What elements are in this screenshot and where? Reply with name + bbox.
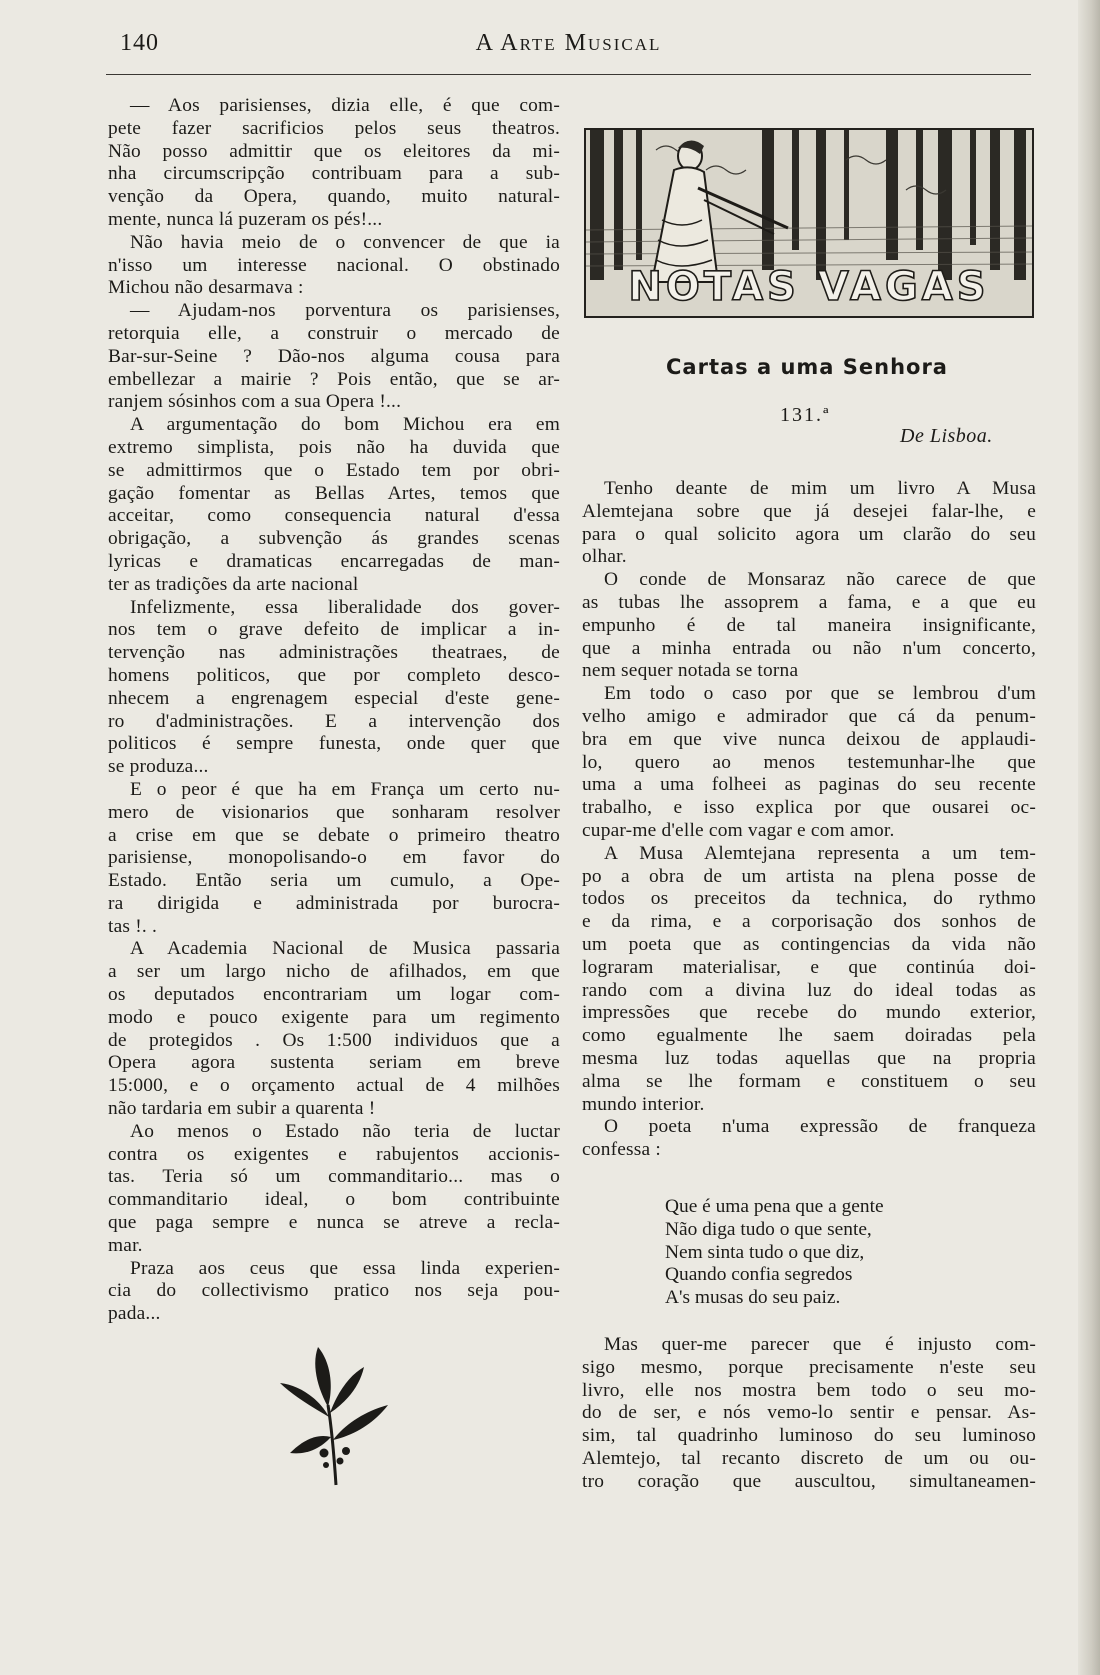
- text-line: lograram materialisar, e que continúa doi-: [582, 956, 1036, 978]
- text-line: politicos é sempre funesta, onde quer que: [108, 733, 560, 755]
- text-line: tas. Teria só um commanditario... mas o: [108, 1166, 560, 1188]
- text-line: e da rima, e a corporisação dos sonhos de: [582, 911, 1036, 933]
- letter-number: 131.ª: [780, 404, 831, 426]
- text-line: nha circumscripção contribuam para a sub-: [108, 163, 560, 185]
- text-line: tervenção nas administrações theatraes, de: [108, 642, 560, 664]
- leafy-sprig-ornament: [276, 1345, 396, 1495]
- text-line: impressões que recebe do mundo exterior,: [582, 1002, 1036, 1024]
- text-line: se produza...: [108, 756, 209, 778]
- text-line: todos os preceitos da technica, do rythmo: [582, 888, 1036, 910]
- page-header: [106, 30, 1031, 64]
- notas-vagas-banner: [584, 128, 1034, 318]
- text-line: Opera agora sustenta seriam em breve: [108, 1052, 560, 1074]
- text-line: os deputados encontrariam um logar com-: [108, 984, 560, 1006]
- text-line: Em todo o caso por que se lembrou d'um: [604, 683, 1036, 705]
- text-line: obrigação, a subvenção ás grandes scenas: [108, 528, 560, 550]
- text-line: O conde de Monsaraz não carece de que: [604, 569, 1036, 591]
- text-line: tas !. .: [108, 915, 157, 937]
- text-line: não tardaria em subir a quarenta !: [108, 1098, 376, 1120]
- page-edge: [1078, 0, 1100, 1675]
- text-line: A Academia Nacional de Musica passaria: [130, 938, 560, 960]
- text-line: sim, tal quadrinho luminoso do seu luminoso: [582, 1425, 1036, 1447]
- right-column-continued: [582, 1334, 1036, 1494]
- text-line: Bar-sur-Seine ? Dão-nos alguma cousa para: [108, 345, 560, 367]
- text-line: bra em que vive nunca deixou de applaudi-: [582, 728, 1036, 750]
- text-line: n'isso um interesse nacional. O obstinado: [108, 254, 560, 276]
- text-line: mar.: [108, 1234, 143, 1256]
- text-line: O poeta n'uma expressão de franqueza: [604, 1116, 1036, 1138]
- right-column: [582, 478, 1036, 1162]
- text-line: sigo mesmo, porque precisamente n'este seu: [582, 1356, 1036, 1378]
- text-line: velho amigo e admirador que cá da penum-: [582, 705, 1036, 727]
- text-line: pada...: [108, 1303, 161, 1325]
- text-line: modo e pouco exigente para um regimento: [108, 1006, 560, 1028]
- verse-line: Que é uma pena que a gente: [665, 1196, 884, 1217]
- text-line: retorquia elle, a construir o mercado de: [108, 322, 560, 344]
- text-line: tro coração que auscultou, simultaneamen-: [582, 1470, 1036, 1492]
- text-line: lo, quero ao menos testemunhar-lhe que: [582, 751, 1036, 773]
- text-line: do de ser, e nós vemo-lo sentir e pensar. As-: [582, 1402, 1036, 1424]
- text-line: po a obra de um artista na plena posse de: [582, 865, 1036, 887]
- text-line: pete fazer sacrificios pelos seus theatros.: [108, 117, 560, 139]
- verse-line: Quando confia segredos: [665, 1264, 853, 1286]
- dateline: De Lisboa.: [900, 425, 993, 447]
- text-line: como egualmente lhe saem doiradas pela: [582, 1025, 1036, 1047]
- text-line: trabalho, e isso explica por que ousarei oc-: [582, 797, 1036, 819]
- text-line: embellezar a mairie ? Pois então, que se ar-: [108, 368, 560, 390]
- text-line: Estado. Então seria um cumulo, a Ope-: [108, 870, 560, 892]
- text-line: olhar.: [582, 546, 627, 568]
- text-line: cupar-me d'elle com vagar e com amor.: [582, 819, 895, 841]
- text-line: a ser um largo nicho de afilhados, em que: [108, 961, 560, 983]
- text-line: A Musa Alemtejana representa a um tem-: [604, 842, 1036, 864]
- text-line: livro, elle nos mostra bem todo o seu mo-: [582, 1379, 1036, 1401]
- text-line: empunho é de tal maneira insignificante,: [582, 614, 1036, 636]
- text-line: Não posso admittir que os eleitores da mi-: [108, 140, 560, 162]
- text-line: a crise em que se debate o primeiro theatro: [108, 824, 560, 846]
- text-line: Mas quer-me parecer que é injusto com-: [604, 1334, 1036, 1355]
- text-line: gação fomentar as Bellas Artes, temos que: [108, 482, 560, 504]
- text-line: um poeta que as contingencias da vida não: [582, 933, 1036, 955]
- verse-line: Não diga tudo o que sente,: [665, 1218, 872, 1240]
- text-line: que paga sempre e nunca se atreve a recla-: [108, 1212, 560, 1234]
- text-line: Praza aos ceus que essa linda experien-: [130, 1257, 560, 1279]
- text-line: Ao menos o Estado não teria de luctar: [130, 1120, 560, 1142]
- text-line: nem sequer notada se torna: [582, 660, 799, 682]
- text-line: Não havia meio de o convencer de que ia: [130, 231, 560, 253]
- text-line: homens politicos, que por completo desco-: [108, 664, 560, 686]
- banner-caption: NOTAS VAGAS: [628, 264, 990, 310]
- text-line: Infelizmente, essa liberalidade dos gover-: [130, 596, 560, 618]
- left-column: [108, 95, 560, 1326]
- text-line: ter as tradições da arte nacional: [108, 573, 359, 595]
- text-line: confessa :: [582, 1139, 661, 1161]
- header-rule: [106, 74, 1031, 75]
- text-line: rando com a divina luz do ideal todas as: [582, 979, 1036, 1001]
- text-line: se admittirmos que o Estado tem por obri-: [108, 459, 560, 481]
- text-line: venção da Opera, quando, muito natural-: [108, 186, 560, 208]
- text-line: mero de visionarios que sonharam resolver: [108, 801, 560, 823]
- text-line: commanditario ideal, o bom contribuinte: [108, 1189, 560, 1211]
- text-line: mesma luz todas aquellas que na propria: [582, 1047, 1036, 1069]
- verse-line: A's musas do seu paiz.: [665, 1287, 841, 1309]
- text-line: as tubas lhe assoprem a fama, e a que eu: [582, 591, 1036, 613]
- text-line: contra os exigentes e rabujentos accionis-: [108, 1143, 560, 1165]
- text-line: Tenho deante de mim um livro A Musa: [604, 478, 1036, 499]
- text-line: para o qual solicito agora um clarão do seu: [582, 523, 1036, 545]
- text-line: ranjem sósinhos com a sua Opera !...: [108, 391, 402, 413]
- text-line: Alemtejana sobre que já desejei falar-lhe, e: [582, 500, 1036, 522]
- text-line: mundo interior.: [582, 1093, 705, 1115]
- text-line: E o peor é que ha em França um certo nu-: [130, 778, 560, 800]
- text-line: nhecem a engrenagem especial d'este gene-: [108, 687, 560, 709]
- text-line: — Aos parisienses, dizia elle, é que com-: [130, 95, 560, 116]
- text-line: lyricas e dramaticas encarregadas de man-: [108, 550, 560, 572]
- text-line: alma se lhe formam e constituem o seu: [582, 1070, 1036, 1092]
- running-title: A Arte Musical: [475, 30, 662, 56]
- section-title: Cartas a uma Senhora: [666, 355, 948, 379]
- text-line: ro d'administrações. E a intervenção dos: [108, 710, 560, 732]
- text-line: Michou não desarmava :: [108, 277, 304, 299]
- text-line: cia do collectivismo pratico nos seja pou-: [108, 1280, 560, 1302]
- text-line: 15:000, e o orçamento actual de 4 milhões: [108, 1075, 560, 1097]
- text-line: extremo simplista, pois não ha duvida que: [108, 436, 560, 458]
- text-line: acceitar, como consequencia natural d'essa: [108, 505, 560, 527]
- text-line: de protegidos . Os 1:500 individuos que a: [108, 1029, 560, 1051]
- text-line: parisiense, monopolisando-o em favor do: [108, 847, 560, 869]
- verse-line: Nem sinta tudo o que diz,: [665, 1241, 865, 1263]
- verse-quote: [665, 1196, 1005, 1310]
- text-line: uma a uma folheei as paginas do seu recente: [582, 774, 1036, 796]
- text-line: ra dirigida e administrada por burocra-: [108, 892, 560, 914]
- text-line: que a minha entrada ou não n'um concerto,: [582, 637, 1036, 659]
- text-line: A argumentação do bom Michou era em: [130, 414, 560, 436]
- text-line: — Ajudam-nos porventura os parisienses,: [130, 300, 560, 322]
- text-line: mente, nunca lá puzeram os pés!...: [108, 208, 383, 230]
- page-number: 140: [120, 30, 159, 56]
- text-line: nos tem o grave defeito de implicar a in-: [108, 619, 560, 641]
- text-line: Alemtejo, tal recanto discreto de um ou ou-: [582, 1447, 1036, 1469]
